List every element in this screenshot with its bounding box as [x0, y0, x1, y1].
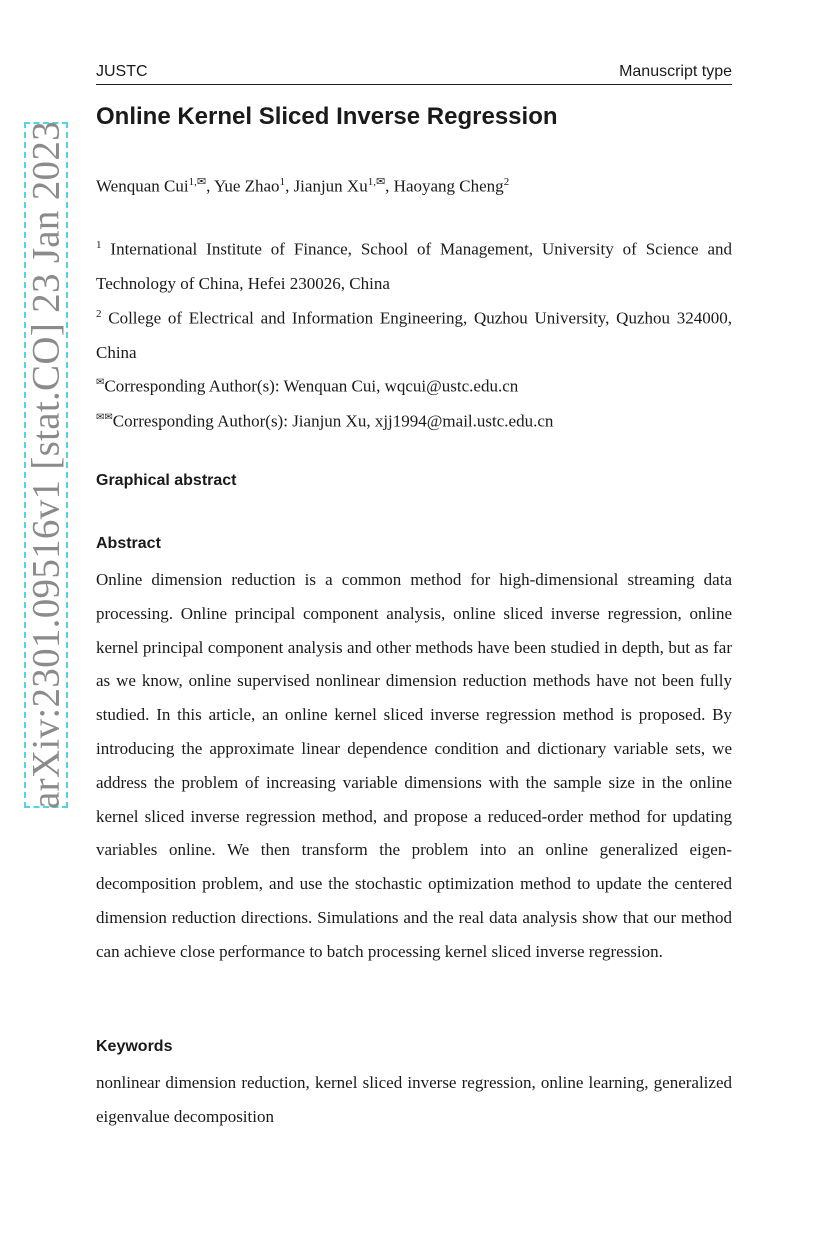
arxiv-identifier: arXiv:2301.09516v1 [stat.CO] 23 Jan 2023: [24, 121, 68, 809]
author-name: Jianjun Xu: [293, 176, 368, 196]
envelope-icon: ✉✉: [96, 412, 113, 423]
author-name: Wenquan Cui: [96, 176, 189, 196]
page-header: [96, 60, 732, 85]
affiliation-text: College of Electrical and Information Engineering, Quzhou University, Quzhou 324000, China: [96, 308, 732, 362]
affiliation-number: 2: [96, 308, 102, 320]
affiliation-number: 1: [96, 239, 102, 251]
affiliation: [96, 297, 732, 370]
arxiv-sidebar-stamp: [24, 122, 68, 808]
envelope-icon: ✉: [96, 377, 105, 388]
author-list: Wenquan Cui$^{1,✉}$, Yue Zhao$^1$, Jianjun $Xu^{1,✉}$, Haoyang Cheng$^2$: [96, 176, 510, 196]
author-affiliation-mark: 1: [279, 176, 286, 188]
corresponding-author-text: Corresponding Author(s): Wenquan Cui, wqcui@ustc.edu.cn: [104, 376, 519, 396]
affiliation: [96, 228, 732, 301]
affiliation-text: International Institute of Finance, School of Management, University of Science and Technology of China, Hefei 230026, China: [96, 239, 733, 293]
author-affiliation-mark: 1,✉: [367, 176, 386, 188]
author-name: Haoyang Cheng: [393, 176, 504, 196]
author-affiliation-mark: 1,✉: [188, 176, 207, 188]
paper-title: Online Kernel Sliced Inverse Regression: [96, 103, 558, 130]
author-affiliation-mark: 2: [503, 176, 510, 188]
corresponding-author: [96, 366, 732, 404]
manuscript-type: Manuscript type: [619, 63, 732, 80]
keywords-body: nonlinear dimension reduction, kernel sliced inverse regression, online learning, generalized eigenvalue decomposition: [96, 1073, 732, 1126]
keywords-heading: Keywords: [96, 1038, 173, 1055]
journal-name: JUSTC: [96, 63, 148, 80]
corresponding-author: [96, 401, 732, 439]
author-name: Yue Zhao: [213, 176, 280, 196]
abstract-body: Online dimension reduction is a common method for high-dimensional streaming data processing. Online principal component analysis, online sliced inverse regression, online kernel principal component analysis and other methods have been studied in depth, but as far as we know, online supervised nonlinear dimension reduction methods have not been fully studied. In this article, an online kernel sliced inverse regression method is proposed. By introducing the approximate linear dependence condition and dictionary variable sets, we address the problem of increasing variable dimensions with the sample size in the online kernel sliced inverse regression method, and propose a reduced-order method for updating variables online. We then transform the problem into an online generalized eigen-decomposition problem, and use the stochastic optimization method to update the centered dimension reduction directions. Simulations and the real data analysis show that our method can achieve close performance to batch processing kernel sliced inverse regression.: [96, 570, 732, 961]
corresponding-author-text: Corresponding Author(s): Jianjun Xu, xjj1994@mail.ustc.edu.cn: [112, 411, 554, 431]
graphical-abstract-heading: Graphical abstract: [96, 472, 237, 489]
abstract-heading: Abstract: [96, 535, 161, 552]
